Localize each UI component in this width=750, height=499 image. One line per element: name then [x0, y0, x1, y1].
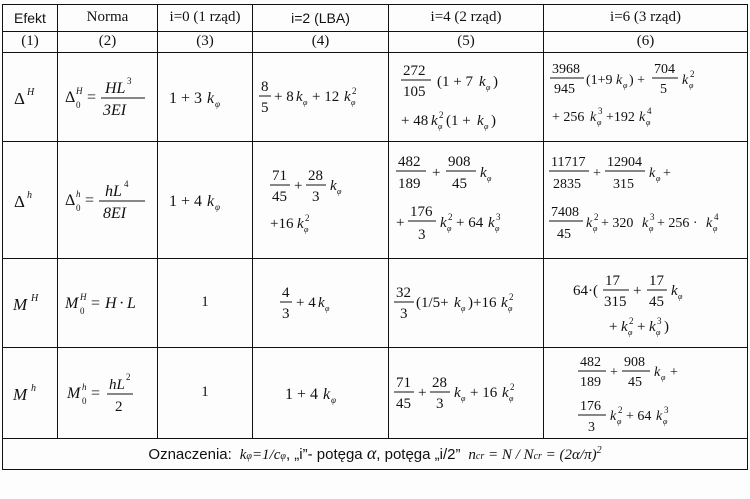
- i2-M-H: [253, 259, 389, 348]
- svg-text:H: H: [79, 292, 86, 302]
- row-M-H: [3, 259, 748, 348]
- i4-M-H-formula: [392, 277, 540, 329]
- svg-text:φ: φ: [447, 224, 452, 233]
- svg-text:+: +: [669, 365, 678, 380]
- header-i0: i=0 (1 rząd): [158, 5, 253, 32]
- svg-text:φ: φ: [487, 174, 492, 183]
- i4-M-h: [389, 348, 544, 439]
- svg-text:3: 3: [663, 405, 668, 415]
- svg-text:φ: φ: [655, 328, 660, 337]
- svg-text:105: 105: [403, 84, 426, 100]
- col-num-4: (4): [253, 32, 389, 53]
- i0-delta-H-formula: [165, 84, 245, 110]
- svg-text:L: L: [126, 295, 136, 312]
- svg-text:H: H: [31, 293, 39, 304]
- legend-i2-text: , potęga „i/2”: [376, 446, 461, 464]
- svg-text:272: 272: [403, 63, 426, 79]
- svg-text:φ: φ: [461, 394, 466, 403]
- effect-M-h-formula: [10, 378, 50, 408]
- svg-text:+192: +192: [605, 110, 635, 125]
- svg-text:8: 8: [260, 79, 268, 95]
- svg-text:5: 5: [260, 100, 268, 116]
- effect-delta-H-formula: [10, 82, 50, 112]
- svg-text:φ: φ: [461, 304, 466, 313]
- svg-text:k: k: [706, 216, 713, 231]
- svg-text:704: 704: [653, 62, 675, 77]
- svg-text:): ): [493, 74, 498, 90]
- col-num-6: (6): [544, 32, 748, 53]
- i0-delta-h: [158, 142, 253, 259]
- norm-delta-H: [58, 53, 158, 142]
- svg-text:k: k: [322, 386, 330, 403]
- svg-text:=: =: [84, 192, 94, 209]
- svg-text:315: 315: [603, 294, 626, 310]
- svg-text:)+16: )+16: [468, 295, 497, 311]
- svg-text:H: H: [75, 86, 82, 96]
- i0-M-H: 1: [158, 259, 253, 348]
- norm-M-H: [58, 259, 158, 348]
- svg-text:) +: ) +: [628, 73, 645, 88]
- svg-text:h: h: [75, 189, 80, 199]
- svg-text:φ: φ: [324, 304, 329, 313]
- svg-text:+: +: [432, 165, 441, 181]
- svg-text:2835: 2835: [553, 177, 581, 192]
- svg-text:+ 12: + 12: [311, 89, 339, 105]
- effect-M-h: [3, 348, 58, 439]
- svg-text:17: 17: [648, 273, 664, 289]
- norm-delta-H-formula: [63, 71, 153, 123]
- col-num-3: (3): [158, 32, 253, 53]
- i6-delta-H: [544, 53, 748, 142]
- i2-delta-h-formula: [266, 160, 376, 240]
- svg-text:k: k: [586, 216, 593, 231]
- legend-k-definition: kφ=1/cφ: [235, 447, 286, 464]
- svg-text:+ 8: + 8: [273, 89, 294, 105]
- svg-text:hL: hL: [104, 183, 122, 200]
- svg-text:k: k: [479, 74, 486, 90]
- svg-text:HL: HL: [104, 80, 125, 97]
- svg-text:+: +: [636, 319, 645, 335]
- svg-text:2: 2: [617, 405, 622, 415]
- svg-text:φ: φ: [662, 417, 667, 426]
- svg-text:(1+9: (1+9: [585, 73, 613, 88]
- svg-text:3: 3: [400, 306, 408, 322]
- svg-text:k: k: [317, 295, 325, 311]
- i6-M-h: [544, 348, 748, 439]
- svg-text:M: M: [66, 385, 80, 402]
- svg-text:φ: φ: [660, 373, 665, 382]
- svg-text:3: 3: [126, 76, 131, 86]
- legend-label: Oznaczenia:: [148, 446, 232, 464]
- svg-text:3: 3: [650, 212, 655, 222]
- svg-text:2: 2: [509, 292, 514, 302]
- i6-M-H: [544, 259, 748, 348]
- svg-text:k: k: [207, 90, 215, 107]
- i2-M-h: [253, 348, 389, 439]
- svg-text:189: 189: [579, 375, 601, 390]
- svg-text:2: 2: [628, 316, 633, 326]
- svg-text:h: h: [81, 382, 86, 392]
- svg-text:M: M: [13, 385, 28, 404]
- norm-M-H-formula: [63, 288, 153, 318]
- svg-text:176: 176: [579, 399, 601, 414]
- effect-delta-H: [3, 53, 58, 142]
- svg-text:φ: φ: [330, 395, 336, 405]
- svg-text:2: 2: [304, 213, 309, 223]
- svg-text:0: 0: [75, 203, 80, 213]
- svg-text:φ: φ: [656, 174, 661, 183]
- svg-text:k: k: [488, 215, 495, 231]
- svg-text:3EI: 3EI: [102, 102, 126, 119]
- svg-text:φ: φ: [649, 224, 654, 233]
- svg-text:3968: 3968: [551, 62, 580, 77]
- svg-text:45: 45: [557, 227, 571, 242]
- svg-text:45: 45: [271, 189, 287, 205]
- legend-ncr-definition: ncr = N / Ncr = $(2\alpha/\pi)^2$: [464, 445, 602, 464]
- svg-text:φ: φ: [495, 224, 500, 233]
- svg-text:H: H: [27, 87, 35, 98]
- i6-delta-H-formula: [548, 59, 744, 135]
- svg-text:3: 3: [436, 396, 444, 412]
- header-efekt: Efekt: [3, 5, 58, 32]
- svg-text:φ: φ: [627, 328, 632, 337]
- svg-text:+ 256: + 256: [551, 110, 584, 125]
- svg-text:k: k: [648, 319, 656, 335]
- i6-delta-h-formula: [547, 148, 747, 252]
- svg-text:=: =: [86, 89, 96, 106]
- i4-delta-H-formula: [393, 59, 539, 135]
- svg-text:k: k: [670, 283, 678, 299]
- svg-text:1 + 4: 1 + 4: [284, 386, 318, 403]
- row-delta-H: [3, 53, 748, 142]
- norm-delta-h-formula: [63, 174, 153, 226]
- svg-text:32: 32: [396, 285, 411, 301]
- svg-text:φ: φ: [336, 187, 341, 196]
- svg-text:908: 908: [448, 154, 471, 170]
- svg-text:482: 482: [398, 154, 421, 170]
- i2-delta-H-formula: [257, 71, 385, 123]
- svg-text:k: k: [655, 409, 662, 424]
- svg-text:·: ·: [118, 295, 124, 312]
- svg-text:+: +: [663, 166, 671, 181]
- legend-i-text: , „i”- potęga: [285, 446, 363, 464]
- formula-table: [2, 4, 748, 470]
- svg-text:φ: φ: [645, 118, 650, 127]
- svg-text:k: k: [615, 73, 622, 88]
- svg-text:2: 2: [594, 212, 599, 222]
- svg-text:φ: φ: [713, 224, 718, 233]
- i6-delta-h: [544, 142, 748, 259]
- i0-delta-H: [158, 53, 253, 142]
- svg-text:1 + 3: 1 + 3: [169, 90, 203, 107]
- svg-text:M: M: [13, 295, 28, 314]
- i4-M-h-formula: [392, 367, 540, 419]
- i4-delta-H: [389, 53, 544, 142]
- svg-text:φ: φ: [215, 99, 220, 109]
- svg-text:φ: φ: [677, 292, 682, 301]
- svg-text:Δ: Δ: [64, 89, 75, 106]
- svg-text:(1 +: (1 +: [446, 113, 471, 129]
- svg-text:k: k: [653, 365, 660, 380]
- svg-text:k: k: [681, 73, 688, 88]
- svg-text:176: 176: [410, 204, 433, 220]
- svg-text:M: M: [64, 295, 78, 312]
- svg-text:H: H: [104, 295, 117, 312]
- effect-delta-h: [3, 142, 58, 259]
- svg-text:): ): [663, 319, 669, 335]
- svg-text:k: k: [649, 166, 656, 181]
- i4-delta-h: [389, 142, 544, 259]
- i4-M-H: [389, 259, 544, 348]
- svg-text:2: 2: [125, 372, 130, 382]
- svg-text:+: +: [396, 215, 405, 231]
- svg-text:φ: φ: [350, 98, 355, 107]
- svg-text:φ: φ: [509, 394, 514, 403]
- svg-text:Δ: Δ: [14, 192, 25, 211]
- svg-text:7408: 7408: [551, 205, 579, 220]
- i0-delta-h-formula: [165, 187, 245, 213]
- svg-text:3: 3: [587, 420, 595, 435]
- svg-text:k: k: [296, 216, 304, 232]
- header-row: [3, 5, 748, 32]
- svg-text:0: 0: [81, 396, 86, 406]
- svg-text:5: 5: [659, 82, 667, 97]
- svg-text:0: 0: [75, 100, 80, 110]
- col-num-5: (5): [389, 32, 544, 53]
- svg-text:45: 45: [627, 375, 642, 390]
- svg-text:2: 2: [351, 86, 356, 96]
- svg-text:2: 2: [448, 212, 453, 222]
- svg-text:+: +: [608, 319, 617, 335]
- svg-text:k: k: [329, 178, 337, 194]
- svg-text:71: 71: [396, 375, 411, 391]
- svg-text:3: 3: [281, 306, 289, 322]
- svg-text:k: k: [502, 385, 509, 401]
- header-norma: Norma: [58, 5, 158, 32]
- svg-text:908: 908: [623, 355, 645, 370]
- svg-text:+ 16: + 16: [470, 385, 498, 401]
- row-M-h: [3, 348, 748, 439]
- svg-text:45: 45: [452, 176, 467, 192]
- svg-text:4: 4: [123, 179, 128, 189]
- svg-text:(1 + 7: (1 + 7: [437, 74, 473, 90]
- svg-text:k: k: [589, 110, 596, 125]
- col-num-2: (2): [58, 32, 158, 53]
- svg-text:+ 64: + 64: [625, 409, 651, 424]
- svg-text:945: 945: [553, 82, 575, 97]
- svg-text:=: =: [90, 385, 100, 402]
- norm-delta-h: [58, 142, 158, 259]
- svg-text:k: k: [454, 385, 461, 401]
- svg-text:k: k: [620, 319, 628, 335]
- row-delta-h: [3, 142, 748, 259]
- svg-text:8EI: 8EI: [102, 205, 126, 222]
- svg-text:45: 45: [396, 396, 411, 412]
- header-i2: i=2 (LBA): [253, 5, 389, 32]
- svg-text:k: k: [431, 113, 438, 129]
- svg-text:3: 3: [597, 106, 602, 116]
- svg-text:=: =: [90, 295, 100, 312]
- svg-text:k: k: [609, 409, 616, 424]
- svg-text:+16: +16: [269, 216, 293, 232]
- svg-text:3: 3: [496, 212, 501, 222]
- svg-text:2: 2: [439, 110, 444, 120]
- svg-text:φ: φ: [215, 202, 220, 212]
- svg-text:k: k: [642, 216, 649, 231]
- i6-M-h-formula: [576, 350, 716, 436]
- column-number-row: [3, 32, 748, 53]
- svg-text:12904: 12904: [607, 155, 642, 170]
- svg-text:φ: φ: [596, 118, 601, 127]
- i2-M-h-formula: [281, 380, 361, 406]
- svg-text:φ: φ: [508, 304, 513, 313]
- svg-text:482: 482: [579, 355, 601, 370]
- svg-text:(1/5+: (1/5+: [416, 295, 449, 311]
- svg-text:k: k: [295, 89, 303, 105]
- svg-text:+: +: [632, 283, 641, 299]
- svg-text:+ 320: + 320: [601, 216, 634, 231]
- svg-text:k: k: [638, 110, 645, 125]
- svg-text:φ: φ: [616, 417, 621, 426]
- svg-text:+ 4: + 4: [295, 295, 316, 311]
- svg-text:k: k: [480, 165, 487, 181]
- svg-text:Δ: Δ: [14, 89, 25, 108]
- effect-M-H: [3, 259, 58, 348]
- svg-text:Δ: Δ: [64, 192, 75, 209]
- norm-M-h-formula: [63, 367, 153, 419]
- effect-delta-h-formula: [10, 185, 50, 215]
- svg-text:0: 0: [79, 306, 84, 316]
- svg-text:+ 48: + 48: [401, 113, 429, 129]
- svg-text:2: 2: [689, 69, 694, 79]
- svg-text:h: h: [31, 383, 36, 394]
- svg-text:h: h: [27, 190, 32, 201]
- i6-M-H-formula: [571, 265, 721, 341]
- svg-text:+ 256 ·: + 256 ·: [657, 216, 698, 231]
- svg-text:φ: φ: [438, 122, 443, 131]
- legend-row: [3, 439, 748, 470]
- i4-delta-h-formula: [392, 148, 540, 252]
- svg-text:+: +: [418, 385, 427, 401]
- svg-text:315: 315: [613, 177, 634, 192]
- header-i6: i=6 (3 rząd): [544, 5, 748, 32]
- svg-text:k: k: [343, 89, 351, 105]
- svg-text:3: 3: [418, 227, 426, 243]
- svg-text:28: 28: [432, 375, 447, 391]
- svg-text:3: 3: [311, 189, 319, 205]
- svg-text:45: 45: [648, 294, 664, 310]
- svg-text:φ: φ: [303, 225, 308, 234]
- i2-delta-h: [253, 142, 389, 259]
- svg-text:φ: φ: [302, 98, 307, 107]
- svg-text:4: 4: [646, 106, 651, 116]
- svg-text:11717: 11717: [551, 155, 586, 170]
- col-num-1: (1): [3, 32, 58, 53]
- svg-text:φ: φ: [593, 224, 598, 233]
- i2-M-H-formula: [276, 277, 366, 329]
- svg-text:k: k: [440, 215, 447, 231]
- svg-text:189: 189: [398, 176, 421, 192]
- svg-text:φ: φ: [486, 83, 491, 92]
- legend-cell: [3, 439, 748, 470]
- legend-alpha: α: [366, 443, 377, 464]
- svg-text:+: +: [293, 178, 302, 194]
- svg-text:k: k: [454, 295, 461, 311]
- svg-text:k: k: [501, 295, 508, 311]
- svg-text:φ: φ: [688, 81, 693, 90]
- svg-text:+: +: [593, 166, 601, 181]
- svg-text:hL: hL: [108, 377, 125, 393]
- svg-text:64·(: 64·(: [572, 283, 598, 299]
- svg-text:k: k: [477, 113, 484, 129]
- i0-M-h: 1: [158, 348, 253, 439]
- svg-text:4: 4: [281, 285, 289, 301]
- svg-text:+: +: [609, 365, 618, 380]
- svg-text:2: 2: [114, 399, 122, 415]
- svg-text:): ): [491, 113, 496, 129]
- effect-M-H-formula: [10, 288, 50, 318]
- norm-M-h: [58, 348, 158, 439]
- svg-text:φ: φ: [622, 81, 627, 90]
- svg-text:28: 28: [307, 168, 323, 184]
- svg-text:3: 3: [656, 316, 661, 326]
- svg-text:2: 2: [510, 382, 515, 392]
- svg-text:71: 71: [271, 168, 287, 184]
- svg-text:φ: φ: [484, 122, 489, 131]
- svg-text:1 + 4: 1 + 4: [169, 193, 203, 210]
- svg-text:+ 64: + 64: [456, 215, 484, 231]
- svg-text:17: 17: [604, 273, 620, 289]
- i2-delta-H: [253, 53, 389, 142]
- header-i4: i=4 (2 rząd): [389, 5, 544, 32]
- svg-text:k: k: [207, 193, 215, 210]
- svg-text:4: 4: [714, 212, 719, 222]
